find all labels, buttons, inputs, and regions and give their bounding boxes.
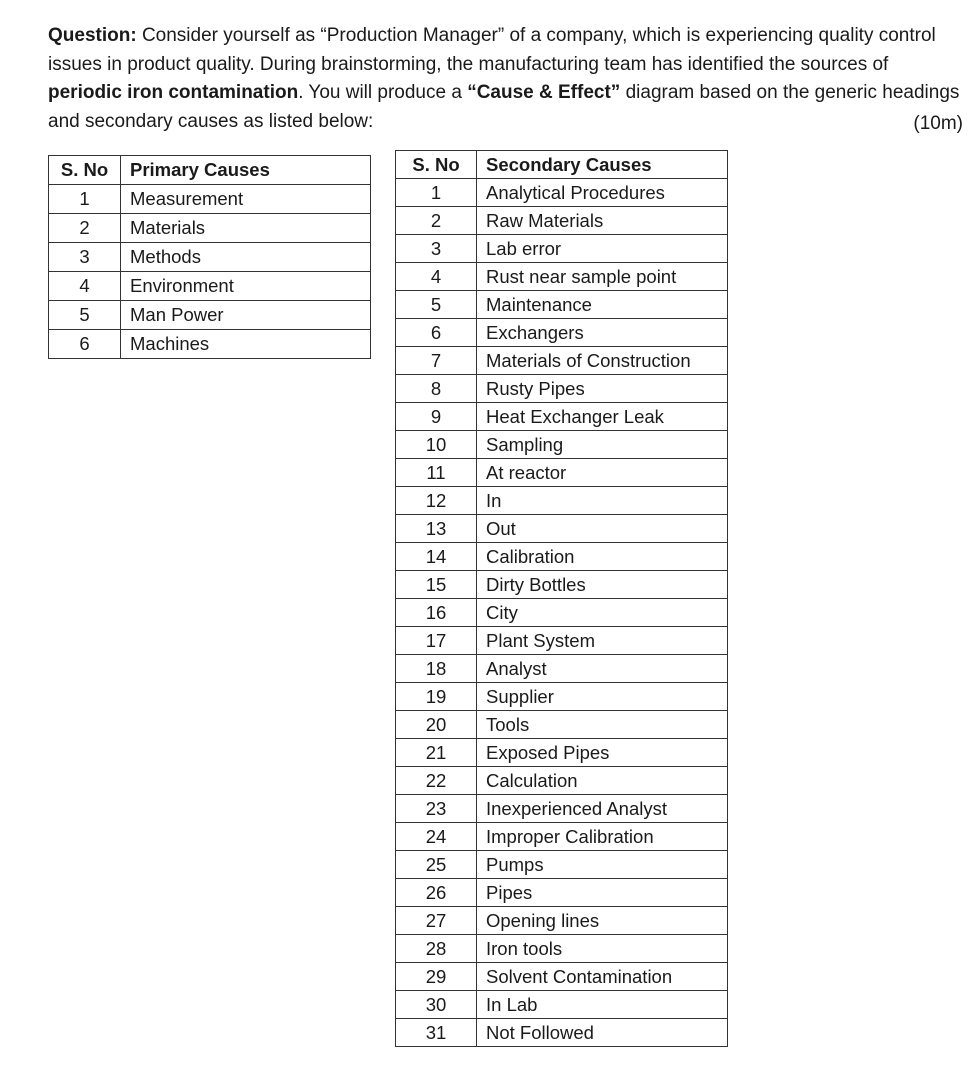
cause-name: City: [477, 599, 728, 627]
cause-name: Tools: [477, 711, 728, 739]
table-row: [396, 515, 728, 543]
cause-name: Improper Calibration: [477, 823, 728, 851]
row-number: 17: [396, 627, 477, 655]
table-row: [396, 431, 728, 459]
row-number: 18: [396, 655, 477, 683]
table-row: [396, 347, 728, 375]
row-number: 22: [396, 767, 477, 795]
cause-name: Materials: [121, 214, 371, 243]
table-row: [396, 823, 728, 851]
cause-name: Inexperienced Analyst: [477, 795, 728, 823]
row-number: 20: [396, 711, 477, 739]
row-number: 25: [396, 851, 477, 879]
cause-name: Out: [477, 515, 728, 543]
row-number: 21: [396, 739, 477, 767]
row-number: 12: [396, 487, 477, 515]
table-row: [396, 235, 728, 263]
table-row: [49, 272, 371, 301]
cause-name: In Lab: [477, 991, 728, 1019]
cause-name: Materials of Construction: [477, 347, 728, 375]
cause-name: Exchangers: [477, 319, 728, 347]
row-number: 6: [396, 319, 477, 347]
table-row: [396, 543, 728, 571]
row-number: 1: [49, 185, 121, 214]
cause-name: Supplier: [477, 683, 728, 711]
cause-name: Raw Materials: [477, 207, 728, 235]
table-row: [396, 963, 728, 991]
row-number: 14: [396, 543, 477, 571]
row-number: 23: [396, 795, 477, 823]
row-number: 16: [396, 599, 477, 627]
question-emphasis-contamination: periodic iron contamination: [48, 82, 299, 103]
table-row: [49, 214, 371, 243]
cause-name: Rust near sample point: [477, 263, 728, 291]
cause-name: Lab error: [477, 235, 728, 263]
row-number: 29: [396, 963, 477, 991]
cause-name: Pipes: [477, 879, 728, 907]
table-row: [396, 179, 728, 207]
row-number: 6: [49, 330, 121, 359]
row-number: 4: [49, 272, 121, 301]
table-row: [396, 375, 728, 403]
cause-name: Plant System: [477, 627, 728, 655]
row-number: 30: [396, 991, 477, 1019]
table-row: [396, 291, 728, 319]
cause-name: Dirty Bottles: [477, 571, 728, 599]
table-row: [396, 879, 728, 907]
primary-causes-table: [48, 155, 371, 359]
column-header-secondary-causes: Secondary Causes: [477, 151, 728, 179]
row-number: 24: [396, 823, 477, 851]
row-number: 26: [396, 879, 477, 907]
question-text-part-1: Consider yourself as “Production Manager” of a company, which is experiencing quality control issues in product quality. During brainstorming, the manufacturing team has identified the sources of: [48, 25, 936, 75]
table-row: [396, 851, 728, 879]
row-number: 11: [396, 459, 477, 487]
cause-name: Environment: [121, 272, 371, 301]
table-row: [49, 185, 371, 214]
table-row: [396, 1019, 728, 1047]
question-text-part-2: . You will produce a: [298, 82, 468, 103]
cause-name: Calibration: [477, 543, 728, 571]
cause-name: Rusty Pipes: [477, 375, 728, 403]
column-header-primary-causes: Primary Causes: [121, 156, 371, 185]
cause-name: Analyst: [477, 655, 728, 683]
question-emphasis-diagram: “Cause & Effect”: [467, 82, 621, 103]
row-number: 2: [49, 214, 121, 243]
row-number: 19: [396, 683, 477, 711]
cause-name: Not Followed: [477, 1019, 728, 1047]
table-row: [396, 991, 728, 1019]
row-number: 2: [396, 207, 477, 235]
row-number: 31: [396, 1019, 477, 1047]
cause-name: Iron tools: [477, 935, 728, 963]
cause-name: Exposed Pipes: [477, 739, 728, 767]
question-text-part-3: diagram based on the generic headings and secondary causes as listed below:: [48, 82, 960, 132]
cause-name: Man Power: [121, 301, 371, 330]
table-row: [396, 795, 728, 823]
table-row: [396, 403, 728, 431]
cause-name: Machines: [121, 330, 371, 359]
table-row: [396, 935, 728, 963]
cause-name: Methods: [121, 243, 371, 272]
row-number: 10: [396, 431, 477, 459]
row-number: 1: [396, 179, 477, 207]
table-row: [396, 487, 728, 515]
row-number: 5: [49, 301, 121, 330]
table-row: [396, 655, 728, 683]
cause-name: At reactor: [477, 459, 728, 487]
column-header-sno: S. No: [396, 151, 477, 179]
table-row: [396, 767, 728, 795]
table-header-row: [396, 151, 728, 179]
secondary-causes-table: [395, 150, 728, 1047]
cause-name: Solvent Contamination: [477, 963, 728, 991]
row-number: 13: [396, 515, 477, 543]
cause-name: Measurement: [121, 185, 371, 214]
table-row: [396, 263, 728, 291]
cause-name: Opening lines: [477, 907, 728, 935]
table-row: [396, 207, 728, 235]
cause-name: In: [477, 487, 728, 515]
cause-name: Analytical Procedures: [477, 179, 728, 207]
cause-name: Sampling: [477, 431, 728, 459]
table-row: [396, 907, 728, 935]
row-number: 3: [396, 235, 477, 263]
cause-name: Pumps: [477, 851, 728, 879]
row-number: 5: [396, 291, 477, 319]
table-row: [49, 330, 371, 359]
table-row: [396, 599, 728, 627]
row-number: 28: [396, 935, 477, 963]
table-row: [396, 319, 728, 347]
column-header-sno: S. No: [49, 156, 121, 185]
table-row: [396, 627, 728, 655]
table-row: [396, 571, 728, 599]
row-number: 15: [396, 571, 477, 599]
cause-name: Heat Exchanger Leak: [477, 403, 728, 431]
table-row: [396, 683, 728, 711]
table-row: [396, 739, 728, 767]
table-header-row: [49, 156, 371, 185]
table-row: [396, 711, 728, 739]
row-number: 8: [396, 375, 477, 403]
row-number: 27: [396, 907, 477, 935]
row-number: 4: [396, 263, 477, 291]
table-row: [49, 301, 371, 330]
question-marks: (10m): [913, 113, 963, 134]
question-label: Question:: [48, 25, 137, 46]
row-number: 3: [49, 243, 121, 272]
cause-name: Calculation: [477, 767, 728, 795]
row-number: 9: [396, 403, 477, 431]
row-number: 7: [396, 347, 477, 375]
table-row: [49, 243, 371, 272]
table-row: [396, 459, 728, 487]
question-text: [48, 22, 963, 136]
cause-name: Maintenance: [477, 291, 728, 319]
